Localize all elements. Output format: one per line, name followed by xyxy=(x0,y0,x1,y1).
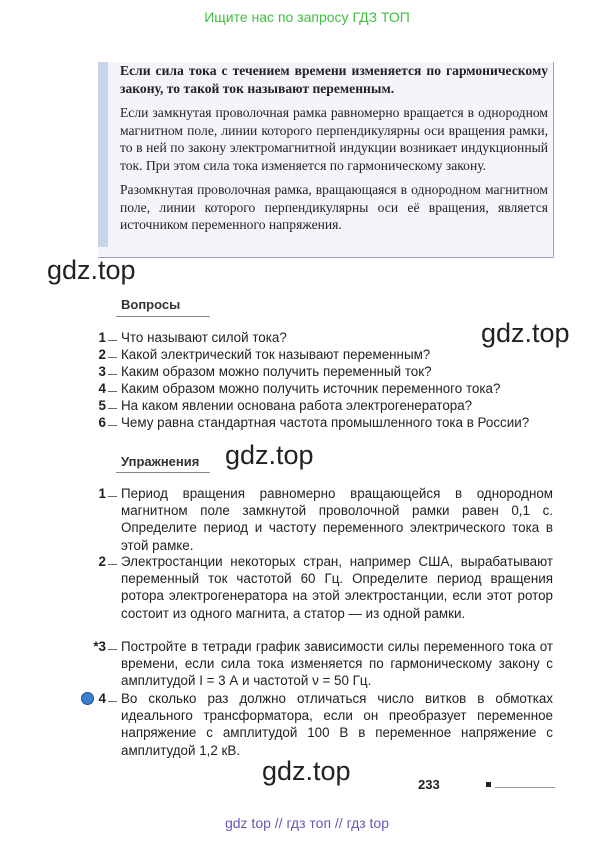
question-number: 6 xyxy=(98,415,106,430)
globe-icon xyxy=(81,692,94,705)
exercises-title-rule xyxy=(116,472,210,473)
top-banner[interactable]: Ищите нас по запросу ГДЗ ТОП xyxy=(204,9,410,25)
watermark: gdz.top xyxy=(481,318,570,348)
question-text: На каком явлении основана работа электрогенератора? xyxy=(121,398,473,413)
exercises-title: Упражнения xyxy=(121,454,200,469)
exercise-number: 1 xyxy=(98,486,106,501)
definition-paragraph-2: Разомкнутая проволочная рамка, вращающаяся в однородном магнитном поле, линии которого перпендикулярны оси её вращения, является источником переменного напряжения. xyxy=(120,182,548,232)
definition-paragraph-1: Если замкнутая проволочная рамка равномерно вращается в однородном магнитном поле, линии которого перпендикулярны оси вращения рамки, то в ней по закону электромагнитной индукции возникает индукционный ток. При этом сила тока изменяется по гармоническому закону. xyxy=(120,105,548,173)
question-text: Каким образом можно получить источник переменного тока? xyxy=(121,381,501,396)
definition-box-bar xyxy=(98,62,108,247)
exercise-tick xyxy=(108,485,117,497)
question-number: 5 xyxy=(98,398,106,413)
question-text: Чему равна стандартная частота промышленного тока в России? xyxy=(121,415,530,430)
exercise-text: Во сколько раз должно отличаться число витков в обмотках идеального трансформатора, если он преобразует переменное напряжение с амплитудой 100 В в переменное напряжение с амплитудой 1,2 кВ. xyxy=(121,691,553,758)
exercise-text: Постройте в тетради график зависимости силы переменного тока от времени, если сила тока изменяется по гармоническому закону с амплитудой I = 3 А и частотой ν = 50 Гц. xyxy=(121,639,553,689)
question-number: 3 xyxy=(98,364,106,379)
exercise-tick xyxy=(108,690,117,702)
question-text: Что называют силой тока? xyxy=(121,330,287,345)
bottom-banner[interactable]: gdz top // гдз топ // гдз top xyxy=(224,815,390,831)
exercise-number: 4 xyxy=(98,691,106,706)
question-number: 2 xyxy=(98,347,106,362)
definition-bold: Если сила тока с течением времени изменяется по гармоническому закону, то такой ток называют переменным. xyxy=(120,63,548,96)
question-number: 1 xyxy=(98,330,106,345)
exercise-tick xyxy=(108,553,117,565)
exercise-number: 2 xyxy=(98,554,106,569)
question-tick xyxy=(108,363,117,375)
page-marker xyxy=(486,782,491,787)
exercise-text: Период вращения равномерно вращающейся в однородном магнитном поле замкнутой проволочной рамки равен 0,1 с. Определите период и частоту переменного электрического тока в этой рамке. xyxy=(121,486,553,553)
watermark: gdz.top xyxy=(225,440,314,470)
page-number: 233 xyxy=(418,777,440,792)
question-tick xyxy=(108,329,117,341)
question-tick xyxy=(108,397,117,409)
exercise-tick xyxy=(108,638,117,650)
question-number: 4 xyxy=(98,381,106,396)
exercise-number: *3 xyxy=(93,639,106,654)
page-rule xyxy=(495,787,555,788)
question-tick xyxy=(108,414,117,426)
question-text: Какой электрический ток называют переменным? xyxy=(121,347,431,362)
question-text: Каким образом можно получить переменный ток? xyxy=(121,364,432,379)
exercise-text: Электростанции некоторых стран, например США, вырабатывают переменный ток частотой 60 Гц. Определите период вращения ротора электрогенератора на этой электростанции, если этот ротор состоит из одного магнита, а статор — из одной рамки. xyxy=(121,554,553,621)
question-tick xyxy=(108,346,117,358)
definition-text xyxy=(120,62,548,241)
watermark: gdz.top xyxy=(47,255,136,285)
watermark: gdz.top xyxy=(262,756,351,786)
questions-title-rule xyxy=(116,316,210,317)
questions-title: Вопросы xyxy=(121,297,181,312)
question-tick xyxy=(108,380,117,392)
